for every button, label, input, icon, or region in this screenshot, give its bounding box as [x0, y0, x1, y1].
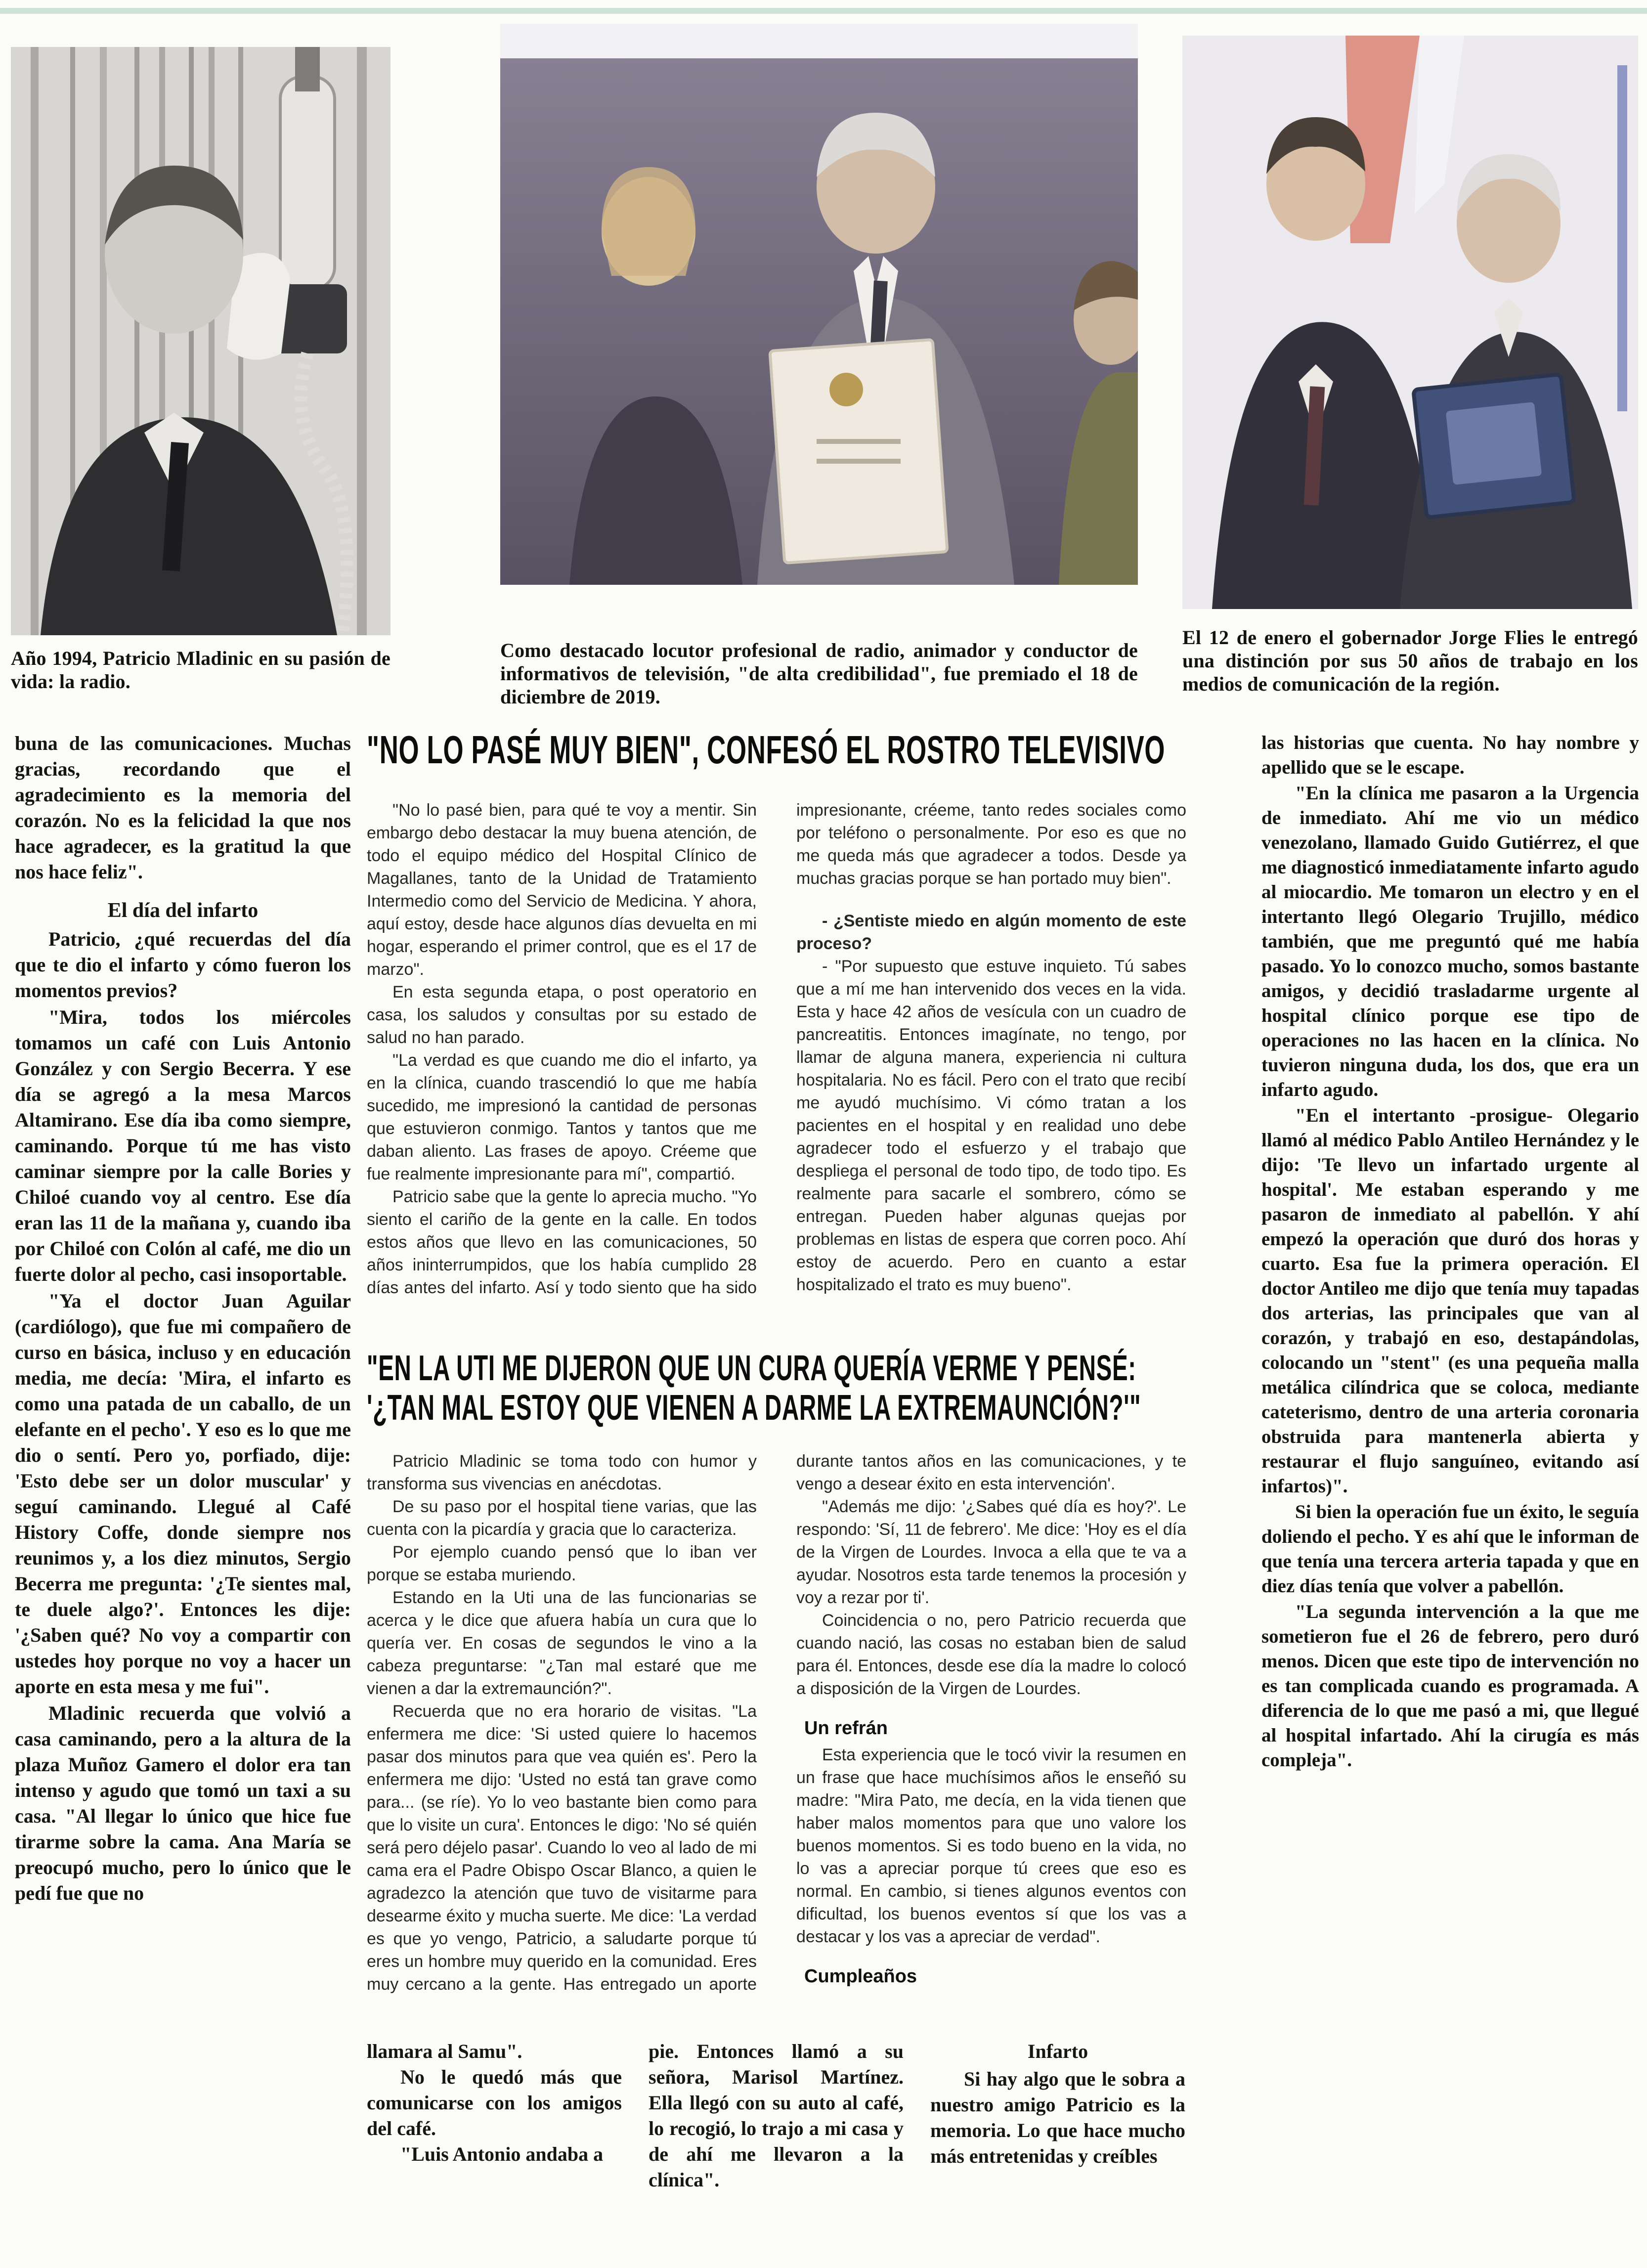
subhead-cumpleanos: Cumpleaños — [804, 1965, 917, 1987]
headline-uti-line2-text: '¿TAN MAL ESTOY QUE VIENEN A DARME LA EXTREMAUNCIÓN?'" — [367, 1388, 1141, 1428]
bottom-paragraph: llamara al Samu". — [367, 2040, 522, 2062]
bottom-column-c — [930, 2039, 1185, 2193]
photo-distincion-flies-art — [1182, 36, 1638, 609]
headline-no-lo-pase — [367, 728, 1186, 772]
middle-paragraph: Recuerda que no era horario de visitas. "La enfermera me dice: 'Si usted quiere lo hacemos pasar dos minutos para que vea quién es'. Pero la enfermera me dijo: 'Usted no está tan grave como para... (se ríe). Yo lo veo bastante bien como para que lo visite un cura'. Entonces le digo: 'No sé quién será pero déjelo pasar'. Cuando lo veo al lado de mi cama era el Padre Obispo Oscar Blanco, a quien le agradezco la atención que tuvo de visitarme para desearme éxito y mucha suerte. Me dice: 'La verdad es que yo vengo, Patricio, a saludarte porque tú eres un hombre muy querido en la comunidad. Eres muy cercano a la gente. Has entregado un aporte durante tantos años en las comunicaciones, y te vengo a desear éxito en esta intervención'. — [367, 1451, 1186, 1994]
right-paragraph: "En el intertanto -prosigue- Olegario llamó al médico Pablo Antileo Hernández y le dijo: 'Te llevo un infartado urgente al hospital'. Me estaban esperando y me pasaron de inmediato al pabellón. Y ahí empezó la operación que duró dos horas y cuarto. Esa fue la primera operación. El doctor Antileo me dijo que tenía muy tapadas dos arterias, las principales que van al corazón, y trabajó en eso, destapándolas, colocando un "stent" (es una pequeña malla metálica cilíndrica que se coloca, mediante cateterismo, dentro de una arteria coronaria obstruida para mantenerla abierta y restaurar el flujo sanguíneo, evitando así infartos)". — [1261, 1105, 1639, 1497]
left-question: Patricio, ¿qué recuerdas del día que te dio el infarto y cómo fueron los momentos previos? — [15, 928, 351, 1002]
right-paragraph: "En la clínica me pasaron a la Urgencia de inmediato. Ahí me vio un médico venezolano, llamado Guido Gutiérrez, el que me diagnosticó inmediatamente infarto agudo al miocardio. Me tomaron un electro y en el intertanto llegó Olegario Trujillo, médico también, que me preguntó qué me había pasado. Yo lo conozco mucho, somos bastante amigos, y decidió trasladarme urgente al hospital clínico porque ese tipo de operaciones no las hacen en la clínica. No tuvieron ninguna duda, los dos, que era un infarto agudo. — [1261, 783, 1639, 1100]
bottom-serif-columns — [367, 2039, 1186, 2193]
bottom-column-b — [649, 2039, 904, 2193]
headline-uti-line1 — [367, 1349, 1186, 1389]
right-paragraph: Si bien la operación fue un éxito, le seguía doliendo el pecho. Y es ahí que le informan de que tenía una tercera arteria tapada y que en diez días tenía que volver a pabellón. — [1261, 1501, 1639, 1597]
bottom-paragraph: "Luis Antonio andaba a — [400, 2143, 604, 2165]
middle-paragraph: Coincidencia o no, pero Patricio recuerda que cuando nació, las cosas no estaban bien de salud para él. Entonces, desde ese día la madre lo colocó a disposición de la Virgen de Lourdes. — [796, 1611, 1186, 1698]
middle-paragraph: Patricio sabe que la gente lo aprecia mucho. "Yo siento el cariño de la gente en la calle. En todos estos años que llevo en las comunicaciones, 50 años ininterrumpidos, que los había cumplido 28 días antes del infarto. Así y todo siento que ha sido impresionante, créeme, tanto redes sociales como por teléfono o personalmente. Por eso es que no me queda más que agradecer a todos. Desde ya muchas gracias porque se han portado muy bien". — [367, 800, 1186, 1297]
photo-premio-2019-art — [500, 24, 1138, 585]
interview-question: - ¿Sentiste miedo en algún momento de este proceso? — [796, 911, 1186, 953]
left-paragraph: "Ya el doctor Juan Aguilar (cardiólogo), que fue mi compañero de curso en básica, incluso y en educación media, me decía: 'Mira, el infarto es como una patada de un caballo, de un elefante en el pecho'. Y eso es lo que me dio o sentí. Pero yo, porfiado, dije: 'Esto debe ser un dolor muscular' y seguí caminando. Llegué al Café History Coffe, donde siempre nos reunimos y, a los diez minutos, Sergio Becerra me pregunta: '¿Te sientes mal, te duele algo?'. Entonces les dije: '¿Saben qué? No voy a compartir con ustedes hoy porque no voy a hacer un aporte en esta mesa y me fui". — [15, 1290, 351, 1698]
right-column — [1261, 731, 1639, 1774]
subhead-un-refran: Un refrán — [804, 1717, 888, 1739]
bottom-paragraph: No le quedó más que comunicarse con los amigos del café. — [367, 2066, 622, 2139]
interview-answer: - "Por supuesto que estuve inquieto. Tú sabes que a mí me han intervenido dos veces en la vida. Esta y hace 42 años de vesícula con un cuadro de pancreatitis. Entonces imagínate, no tengo, por llamar de alguna manera, experiencia ni cultura hospitalaria. No es fácil. Pero con el trato que recibí me ayudó muchísimo. Vi cómo tratan a los pacientes en el hospital y en realidad uno debe agradecer todo el esfuerzo y el trabajo que despliega el personal de todo tipo, de todo tipo. Es realmente para sacarle el sombrero, cómo se entregan. Pueden haber algunas quejas por problemas en listas de espera que corren poco. Ahí estoy de acuerdo. Pero en cuanto a estar hospitalizado el trato es muy bueno". — [796, 957, 1186, 1294]
subhead-infarto: Infarto — [1027, 2040, 1088, 2062]
masthead-rule — [0, 8, 1647, 14]
photo-radio-1994-art — [11, 47, 390, 635]
right-paragraph: las historias que cuenta. No hay nombre y apellido que se le escape. — [1261, 732, 1639, 778]
right-paragraph: "La segunda intervención a la que me sometieron fue el 26 de febrero, pero duró menos. Dicen que este tipo de intervención no es tan complicada cuando es programada. A diferencia de lo que me pasó a mi, que llegué al hospital infartado. Ahí la cirugía es más compleja". — [1261, 1601, 1639, 1771]
left-paragraph: Mladinic recuerda que volvió a casa caminando, pero a la altura de la plaza Muñoz Gamero el dolor era tan intenso y agudo que tomó un taxi a su casa. "Al llegar lo único que hice fue tirarme sobre la cama. Ana María se preocupó mucho, pero lo único que le pedí fue que no — [15, 1702, 351, 1904]
left-subhead-infarto-day: El día del infarto — [107, 899, 259, 922]
headline-uti-line2 — [367, 1388, 1186, 1428]
middle-paragraph: Por ejemplo cuando pensó que lo iban ver porque se estaba muriendo. — [367, 1542, 757, 1584]
middle-paragraph: De su paso por el hospital tiene varias, que las cuenta con la picardía y gracia que lo caracteriza. — [367, 1497, 757, 1539]
anecdotes-block-b — [367, 1450, 1186, 2018]
photo-caption-radio: Año 1994, Patricio Mladinic en su pasión de vida: la radio. — [11, 647, 390, 693]
left-column — [15, 731, 351, 1907]
middle-section — [367, 728, 1186, 2268]
headline-no-lo-pase-text: "NO LO PASÉ MUY BIEN", CONFESÓ EL ROSTRO TELEVISIVO — [367, 728, 1166, 772]
middle-paragraph: En esta segunda etapa, o post operatorio en casa, los saludos y consultas por su estado de salud no han parado. — [367, 982, 757, 1047]
middle-paragraph: "Además me dijo: '¿Sabes qué día es hoy?'. Le respondo: 'Sí, 11 de febrero'. Me dice: 'Hoy es el día de la Virgen de Lourdes. Invoca a ella que te va a ayudar. Nosotros esta tarde tenemos la procesión y voy a rezar por ti'. — [796, 1497, 1186, 1607]
middle-paragraph: "No lo pasé bien, para qué te voy a mentir. Sin embargo debo destacar la muy buena atención, de todo el equipo médico del Hospital Clínico de Magallanes, tanto de la Unidad de Tratamiento Intermedio como del Servicio de Medicina. Y ahora, aquí estoy, desde hace algunos días devuelta en mi hogar, esperando el primer control, que es el 17 de marzo". — [367, 800, 757, 979]
middle-paragraph: Patricio Mladinic se toma todo con humor y transforma sus vivencias en anécdotas. — [367, 1451, 757, 1493]
middle-paragraph: "La verdad es que cuando me dio el infarto, ya en la clínica, cuando trascendió lo que me había sucedido, me impresionó la cantidad de personas que estuvieron conmigo. Tantos y tantos que me daban aliento. Las frases de apoyo. Créeme que fue realmente impresionante para mí", compartió. — [367, 1050, 757, 1183]
middle-paragraph: Esta experiencia que le tocó vivir la resumen en un frase que hace muchísimos años le enseñó su madre: "Mira Pato, me decía, en la vida tienen que haber malos momentos para que uno valore los buenos momentos. Si es todo bueno en la vida, no lo vas a apreciar porque tú crees que eso es normal. En cambio, si tienes algunos eventos con dificultad, los buenos eventos sí que los vas a destacar y los vas a apreciar de verdad". — [796, 1745, 1186, 1946]
bottom-paragraph: pie. Entonces llamó a su señora, Marisol Martínez. Ella llegó con su auto al café, lo recogió, lo trajo a mi casa y de ahí me llevaron a la clínica". — [649, 2040, 904, 2191]
photo-radio-1994 — [11, 47, 390, 635]
photo-distincion-flies — [1182, 36, 1638, 609]
middle-paragraph: Estando en la Uti una de las funcionarias se acerca y le dice que afuera había un cura que lo quería ver. En cosas de segundos le vino a la cabeza preguntarse: "¿Tan mal estaré que me vienen a dar la extremaunción?". — [367, 1588, 757, 1698]
bottom-paragraph: Si hay algo que le sobra a nuestro amigo Patricio es la memoria. Lo que hace mucho más entretenidas y creíbles — [930, 2068, 1185, 2167]
photo-caption-premio: Como destacado locutor profesional de radio, animador y conductor de informativos de televisión, "de alta credibilidad", fue premiado el 18 de diciembre de 2019. — [500, 639, 1138, 708]
bottom-column-a — [367, 2039, 622, 2193]
interview-block-a — [367, 799, 1186, 1321]
photo-caption-distincion: El 12 de enero el gobernador Jorge Flies le entregó una distinción por sus 50 años de trabajo en los medios de comunicación de la región. — [1182, 626, 1638, 696]
left-paragraph: "Mira, todos los miércoles tomamos un café con Luis Antonio González y con Sergio Becerra. Y ese día se agregó a la mesa Marcos Altamirano. Ese día iba como siempre, caminando. Porque tú me has visto caminar siempre por la calle Bories y Chiloé cuando voy al centro. Ese día eran las 11 de la mañana y, cuando iba por Chiloé con Colón al café, me dio un fuerte dolor al pecho, casi insoportable. — [15, 1006, 351, 1285]
photo-premio-2019 — [500, 24, 1138, 585]
headline-uti-line1-text: "EN LA UTI ME DIJERON QUE UN CURA QUERÍA VERME Y PENSÉ: — [367, 1348, 1136, 1388]
left-paragraph: buna de las comunicaciones. Muchas gracias, recordando que el agradecimiento es la memoria del corazón. No es la felicidad la que nos hace agradecer, es la gratitud la que nos hace feliz". — [15, 732, 351, 883]
